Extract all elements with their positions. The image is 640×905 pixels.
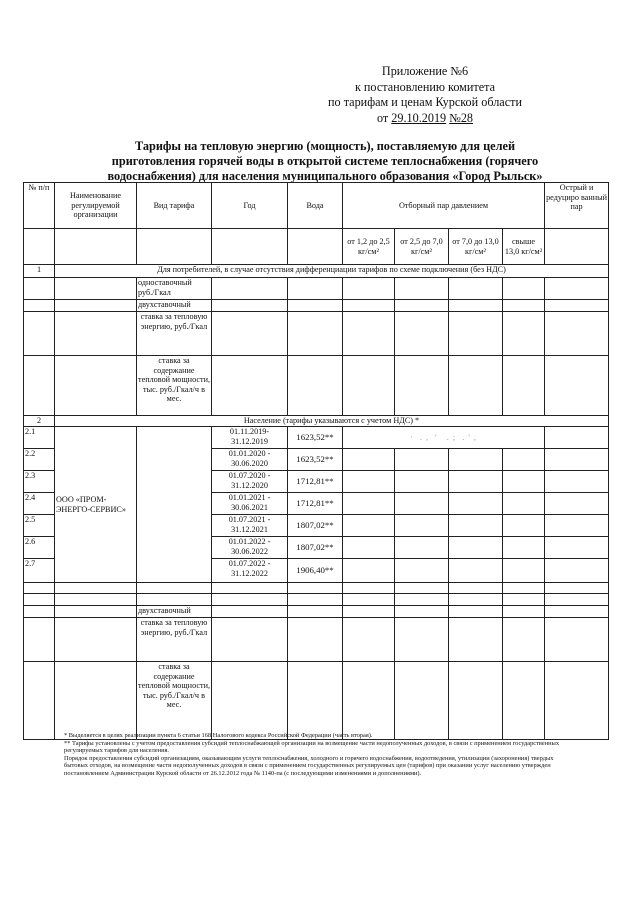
water-tariff: 1906,40** [288, 559, 343, 583]
row-num: 2.3 [24, 471, 55, 493]
row-num: 2.4 [24, 493, 55, 515]
col-steam-2: от 2,5 до 7,0 кг/см² [395, 229, 449, 265]
committee-name: по тарифам и ценам Курской области [328, 95, 522, 109]
footnote-2: ** Тарифы установлены с учетом предоставления субсидий теплоснабжающей организации на возмещение части недополученных доходов, в связи с применением государственных регулируемых тарифов для населения. [64, 739, 560, 755]
faint-mark: · . , ' . ; . ' , [343, 427, 545, 449]
period: 01.07.2022 - 31.12.2022 [212, 559, 288, 583]
decree-number: №28 [449, 110, 474, 125]
footnote-3: Порядок предоставления субсидий организациям, оказывающим услуги теплоснабжения, холодного и горячего водоснабжения, водоотведения, утилизации (захоронения) твердых бытовых отходов, на возмещение части недополученных доходов в связи с применением государственных регулируемых цен (тарифов) при оказании услуг населению утвержден постановлением Администрации Курской области от 26.12.2012 года № 1140-па (с последующими изменениями и дополнениями). [64, 754, 554, 777]
two-part-tariff: двухставочный [137, 606, 212, 618]
period: 01.11.2019-31.12.2019 [212, 427, 288, 449]
water-tariff: 1712,81** [288, 493, 343, 515]
organization-name: ООО «ПРОМ-ЭНЕРГО-СЕРВИС» [55, 427, 137, 583]
col-water-header: Вода [288, 183, 343, 229]
col-type-header: Вид тарифа [137, 183, 212, 229]
water-tariff: 1623,52** [288, 449, 343, 471]
row-num: 2.2 [24, 449, 55, 471]
two-part-tariff: двухставочный [137, 300, 212, 312]
section1-title: Для потребителей, в случае отсутствия дифференциации тарифов по схеме подключения (без НДС) [55, 265, 609, 278]
period: 01.01.2020 - 30.06.2020 [212, 449, 288, 471]
one-part-tariff: одноставочный руб./Гкал [137, 278, 212, 300]
col-org-header: Наименование регулируемой организации [55, 183, 137, 229]
section2-title: Население (тарифы указываются с учетом НДС) * [55, 416, 609, 427]
col-live-steam-header: Острый и редуциро ванный пар [545, 183, 609, 229]
row-num: 2.6 [24, 537, 55, 559]
water-tariff: 1623,52** [288, 427, 343, 449]
col-year-header: Год [212, 183, 288, 229]
col-steam-4: свыше 13,0 кг/см² [503, 229, 545, 265]
period: 01.07.2020 - 31.12.2020 [212, 471, 288, 493]
water-tariff: 1807,02** [288, 515, 343, 537]
energy-rate: ставка за тепловую энергию, руб./Гкал [137, 312, 212, 356]
capacity-rate: ставка за содержание тепловой мощности, тыс. руб./Гкал/ч в мес. [137, 356, 212, 416]
tariff-table [23, 182, 609, 740]
appendix-label: Приложение №6 [381, 64, 469, 78]
row-num: 2.7 [24, 559, 55, 583]
document-title: Тарифы на тепловую энергию (мощность), поставляемую для целей приготовления горячей воды в открытой системе теплоснабжения (горячего водоснабжения) для населения муниципального образования «Город Рыльск» [107, 139, 543, 183]
footnote-1: * Выделяется в целях реализации пункта 6 статьи 168 Налогового кодекса Российской Федерации (часть вторая). [64, 732, 373, 739]
document-header [300, 64, 550, 126]
footnotes [64, 732, 564, 778]
col-steam-1: от 1,2 до 2,5 кг/см² [343, 229, 395, 265]
energy-rate: ставка за тепловую энергию, руб./Гкал [137, 618, 212, 662]
decree-date: 29.10.2019 [391, 110, 447, 125]
period: 01.07.2021 - 31.12.2021 [212, 515, 288, 537]
section1-num: 1 [24, 265, 55, 278]
decree-reference: к постановлению комитета [354, 79, 496, 94]
capacity-rate: ставка за содержание тепловой мощности, тыс. руб./Гкал/ч в мес. [137, 662, 212, 740]
row-num: 2.5 [24, 515, 55, 537]
decree-date-line: от 29.10.2019 №28 [376, 110, 474, 125]
water-tariff: 1712,81** [288, 471, 343, 493]
col-num-header: № п/п [24, 183, 55, 229]
period: 01.01.2021 - 30.06.2021 [212, 493, 288, 515]
period: 01.01.2022 - 30.06.2022 [212, 537, 288, 559]
col-steam-3: от 7,0 до 13,0 кг/см² [449, 229, 503, 265]
row-num: 2.1 [24, 427, 55, 449]
col-steam-header: Отборный пар давлением [343, 183, 545, 229]
water-tariff: 1807,02** [288, 537, 343, 559]
section2-num: 2 [24, 416, 55, 427]
